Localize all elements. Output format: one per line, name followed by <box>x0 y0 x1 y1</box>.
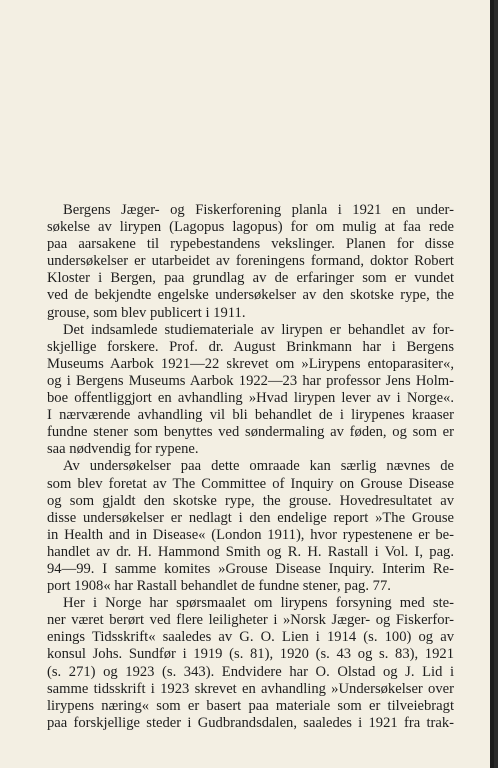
text-line: paa aarsakene til rypebestandens vekslinger. Planen for disse <box>47 236 454 253</box>
text-line: Det indsamlede studiemateriale av lirypen er behandlet av for- <box>63 321 454 338</box>
body-text <box>47 202 454 732</box>
paragraph-4 <box>47 595 454 732</box>
text-line: som blev foretat av The Committee of Inquiry on Grouse Disease <box>47 475 454 492</box>
paragraph-1 <box>47 202 454 322</box>
paragraph-3 <box>47 458 454 595</box>
text-line: samme tidsskrift i 1923 skrevet en avhandling »Undersøkelser over <box>47 680 454 697</box>
text-line: port 1908« har Rastall behandlet de fundne stener, pag. 77. <box>47 578 391 595</box>
text-line: Kloster i Bergen, paa grundlag av de erfaringer som er vundet <box>47 270 454 287</box>
text-line: 94—99. I samme komites »Grouse Disease Inquiry. Interim Re- <box>47 560 454 577</box>
text-line: og som gjaldt den skotske rype, the grouse. Hovedresultatet av <box>47 492 454 509</box>
text-line: boe offentliggjort en avhandling »Hvad lirypen lever av i Norge«. <box>47 390 454 407</box>
paragraph-2 <box>47 322 454 459</box>
text-line: handlet av dr. H. Hammond Smith og R. H. Rastall i Vol. I, pag. <box>47 543 454 560</box>
text-line: disse undersøkelser er nedlagt i den endelige report »The Grouse <box>47 509 454 526</box>
page-edge-shadow <box>490 0 494 768</box>
text-line: søkelse av lirypen (Lagopus lagopus) for om mulig at faa rede <box>47 219 454 236</box>
text-line: fundne stener som benyttes ved søndermaling av føden, og som er <box>47 424 454 441</box>
text-line: undersøkelser er utarbeidet av foreningens formand, doktor Robert <box>47 253 454 270</box>
text-line: Her i Norge har spørsmaalet om lirypens forsyning med ste- <box>63 595 454 612</box>
text-line: Bergens Jæger- og Fiskerforening planla i 1921 en under- <box>63 202 454 218</box>
text-line: skjellige forskere. Prof. dr. August Brinkmann har i Bergens <box>47 338 454 355</box>
text-line: konsul Johs. Sundfør i 1919 (s. 81), 1920 (s. 43 og s. 83), 1921 <box>47 646 454 663</box>
text-line: in Health and in Disease« (London 1911), hvor rypestenene er be- <box>47 526 454 543</box>
text-line: ner været berørt ved flere leiligheter i »Norsk Jæger- og Fiskerfor- <box>47 612 454 629</box>
text-line: ved de bekjendte engelske undersøkelser av den skotske rype, the <box>47 287 454 304</box>
text-line: I nærværende avhandling vil bli behandlet de i lirypenes kraaser <box>47 407 454 424</box>
text-line: saa nødvendig for rypene. <box>47 441 199 458</box>
text-line: paa forskjellige steder i Gudbrandsdalen, saaledes i 1921 fra trak- <box>47 714 454 731</box>
text-line: Museums Aarbok 1921—22 skrevet om »Lirypens entoparasiter«, <box>47 355 454 372</box>
text-line: og i Bergens Museums Aarbok 1922—23 har professor Jens Holm- <box>47 372 454 389</box>
text-line: Av undersøkelser paa dette omraade kan særlig nævnes de <box>63 458 454 475</box>
text-line: (s. 271) og 1923 (s. 343). Endvidere har O. Olstad og J. Lid i <box>47 663 454 680</box>
text-line: lirypens næring« som er basert paa materiale som er tilveiebragt <box>47 697 454 714</box>
text-line: enings Tidsskrift« saaledes av G. O. Lien i 1914 (s. 100) og av <box>47 629 454 646</box>
text-line: grouse, som blev publicert i 1911. <box>47 304 246 321</box>
